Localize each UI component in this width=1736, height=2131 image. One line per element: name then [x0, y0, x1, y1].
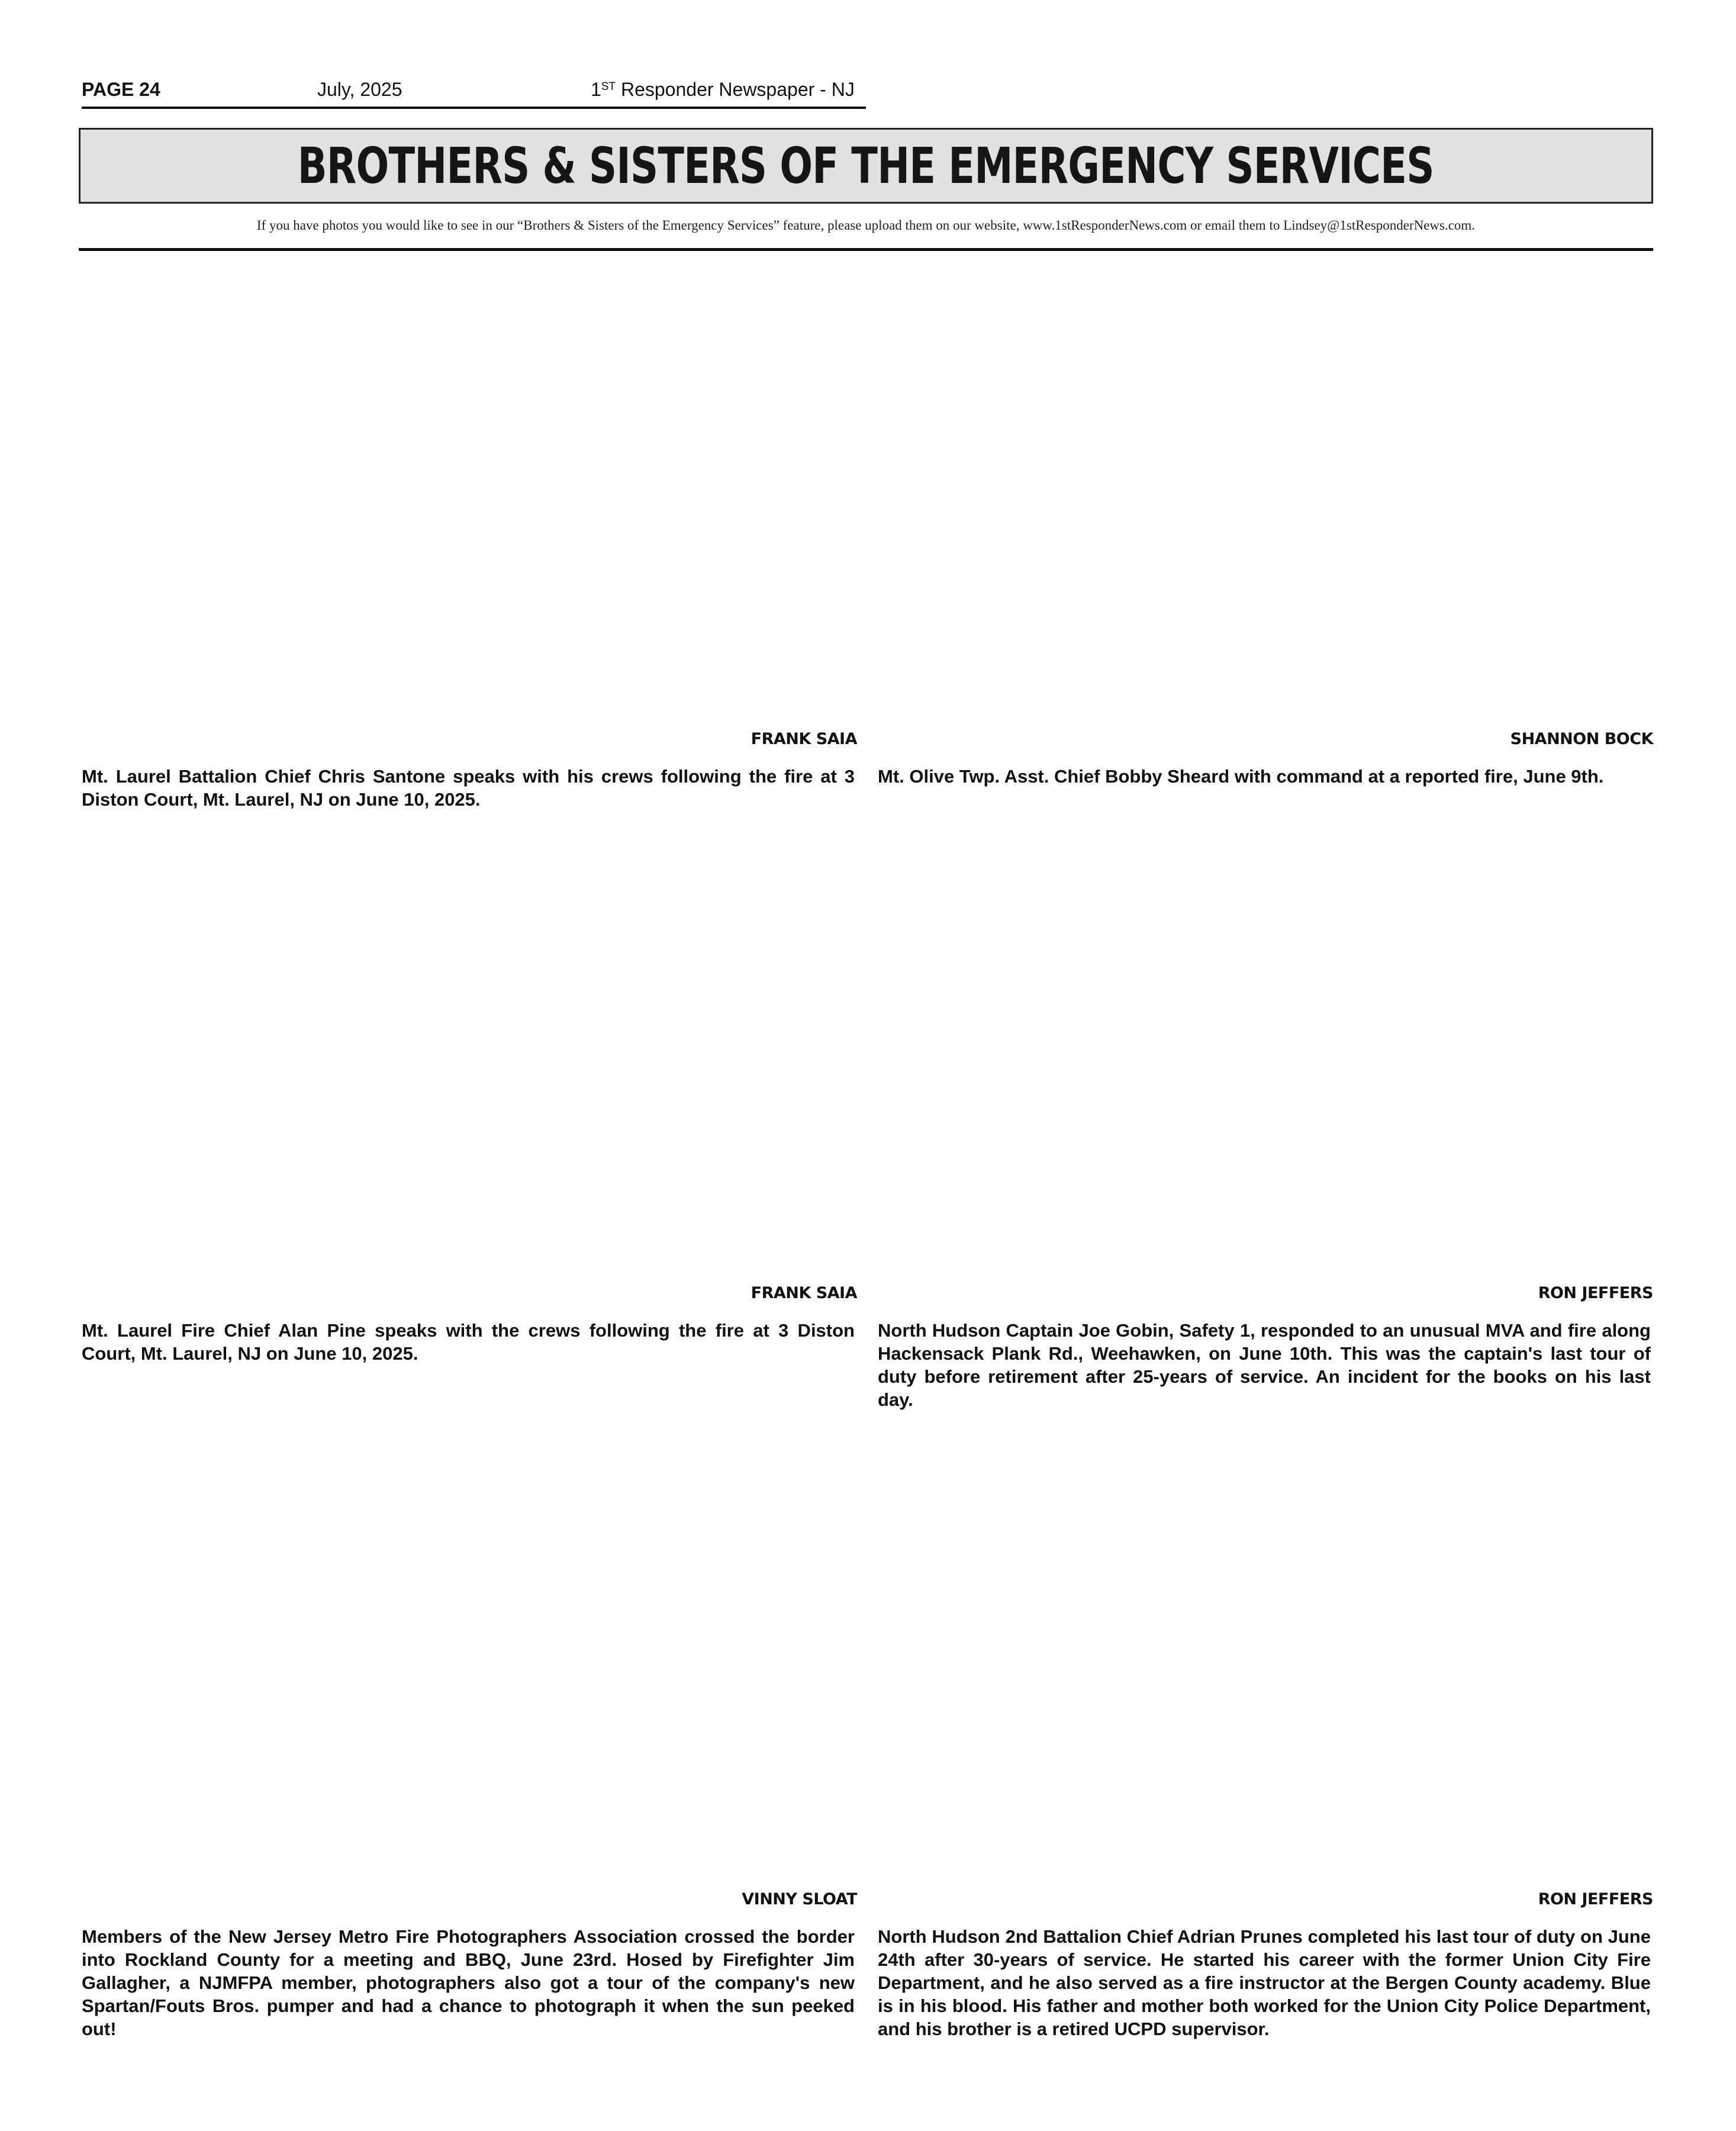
photo-credit: RON JEFFERS: [1538, 1890, 1653, 1908]
newspaper-name-prefix: 1: [591, 79, 601, 100]
section-banner: [79, 128, 1653, 204]
photo-placeholder: [82, 260, 857, 729]
section-title: BROTHERS & SISTERS OF THE EMERGENCY SERVICES: [298, 137, 1434, 195]
photo-item-1: [82, 260, 857, 811]
photo-placeholder: [82, 814, 857, 1283]
photo-credit: FRANK SAIA: [751, 1284, 857, 1302]
page-number: PAGE 24: [82, 79, 160, 100]
photo-placeholder: [878, 260, 1653, 729]
submission-notice: If you have photos you would like to see in our “Brothers & Sisters of the Emergency Services” feature, please upload them on our website, www.1stResponderNews.com or email them to Lindsey@1stResponderNews.com.: [256, 218, 1476, 233]
header-rule: [79, 248, 1653, 251]
photo-item-4: [878, 814, 1653, 1411]
photo-caption: Mt. Laurel Fire Chief Alan Pine speaks with the crews following the fire at 3 Diston Court, Mt. Laurel, NJ on June 10, 2025.: [82, 1320, 855, 1364]
photo-item-3: [82, 814, 857, 1365]
photo-caption: North Hudson Captain Joe Gobin, Safety 1, responded to an unusual MVA and fire along Hackensack Plank Rd., Weehawken, on June 10th. This was the captain's last tour of duty before retirement after 25-years of service. An incident for the books on his last day.: [878, 1320, 1651, 1410]
photo-placeholder: [878, 1421, 1653, 1889]
photo-credit: VINNY SLOAT: [742, 1890, 857, 1908]
photo-placeholder: [82, 1421, 857, 1889]
photo-caption: Members of the New Jersey Metro Fire Photographers Association crossed the border into Rockland County for a meeting and BBQ, June 23rd. Hosed by Firefighter Jim Gallagher, a NJMFPA member, photographers also got a tour of the company's new Spartan/Fouts Bros. pumper and had a chance to photograph it when the sun peeked out!: [82, 1926, 855, 2039]
photo-caption: Mt. Laurel Battalion Chief Chris Santone speaks with his crews following the fire at 3 Diston Court, Mt. Laurel, NJ on June 10, 2025.: [82, 766, 855, 810]
photo-credit: RON JEFFERS: [1538, 1284, 1653, 1302]
newspaper-name-text: Responder Newspaper - NJ: [616, 79, 855, 100]
photo-caption: Mt. Olive Twp. Asst. Chief Bobby Sheard with command at a reported fire, June 9th.: [878, 766, 1604, 787]
newspaper-name-superscript: ST: [601, 81, 616, 93]
photo-caption: North Hudson 2nd Battalion Chief Adrian Prunes completed his last tour of duty on June 24th after 30-years of service. He started his career with the former Union City Fire Department, and he also served as a fire instructor at the Bergen County academy. Blue is in his blood. His father and mother both worked for the Union City Police Department, and his brother is a retired UCPD supervisor.: [878, 1926, 1651, 2039]
photo-item-6: [878, 1421, 1653, 2040]
photo-placeholder: [878, 814, 1653, 1283]
photo-item-2: [878, 260, 1653, 788]
photo-credit: SHANNON BOCK: [1510, 730, 1653, 748]
folio-rule: [82, 107, 866, 109]
photo-item-5: [82, 1421, 857, 2040]
newspaper-name: [591, 78, 855, 101]
issue-date: July, 2025: [317, 79, 402, 100]
photo-credit: FRANK SAIA: [751, 730, 857, 748]
folio-line: [82, 78, 866, 107]
